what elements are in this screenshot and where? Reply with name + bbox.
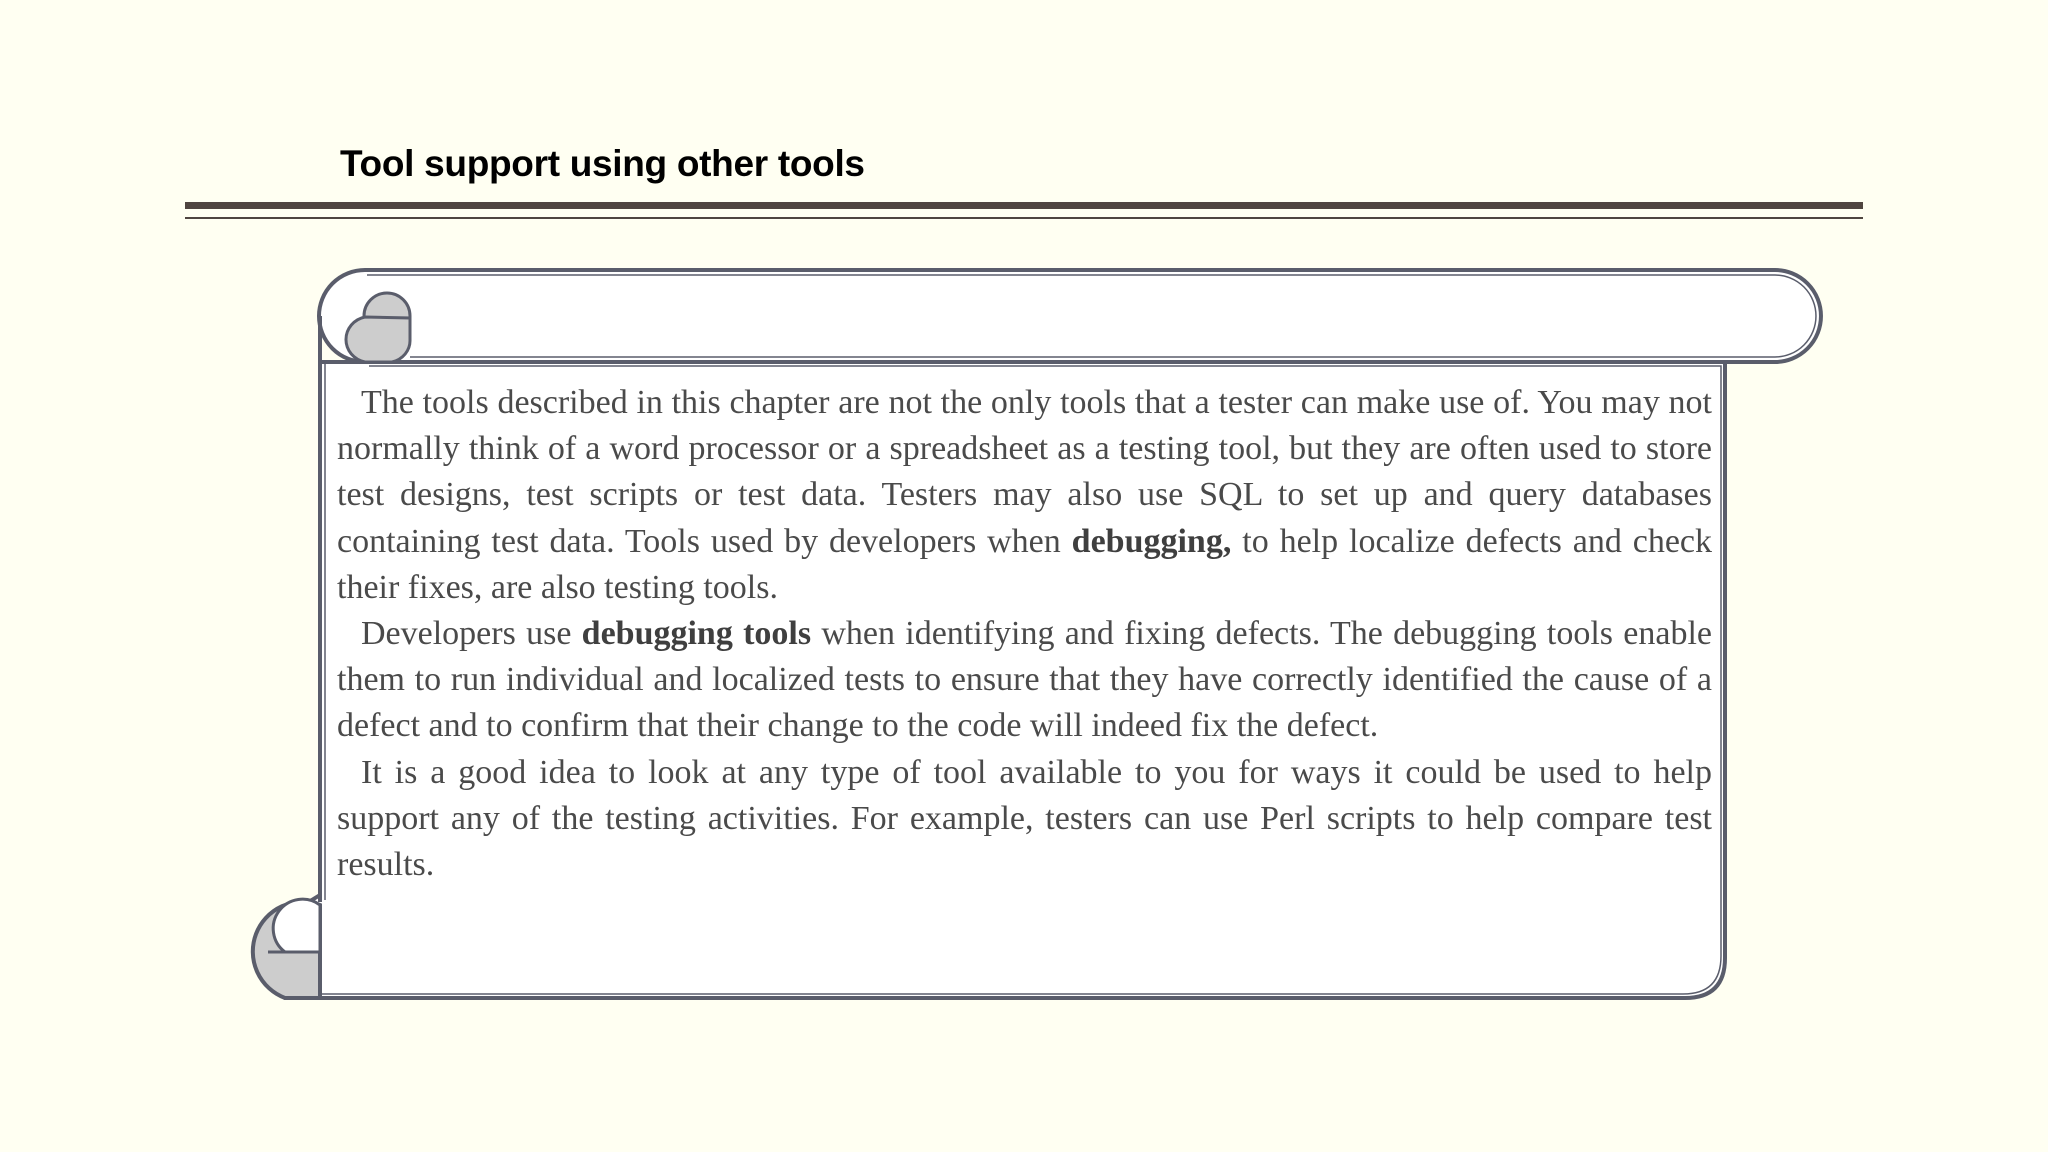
slide-title: Tool support using other tools xyxy=(340,143,865,184)
paragraph-1 xyxy=(337,380,1712,611)
paragraph-2-text-end: when identifying and fixing defects. The debugging tools enable them to run individual and localized tests to ensure that they have correctly identified the cause of a defect and to confirm that their change to the code will indeed fix the defect. xyxy=(337,615,1712,745)
body-text xyxy=(337,380,1712,888)
paragraph-1-bold-term: debugging, xyxy=(1071,522,1232,560)
paragraph-1-text-start: The tools described in this chapter are not the only tools that a tester can make use of. You may not normally think of a word processor or a spreadsheet as a testing tool, but they are often used to store test designs, test scripts or test data. Testers may also use SQL to set up and query databases containing test data. Tools used by developers when xyxy=(337,384,1712,560)
scroll-top-curl-front xyxy=(346,317,410,362)
paragraph-2 xyxy=(337,611,1712,750)
scroll-top-roll xyxy=(319,270,1821,362)
paragraph-1-text-end: to help localize defects and check their fixes, are also testing tools. xyxy=(337,522,1713,606)
paragraph-2-text-start: Developers use xyxy=(361,615,582,653)
paragraph-3: It is a good idea to look at any type of tool available to you for ways it could be used to help support any of the testing activities. For example, testers can use Perl scripts to help compare test results. xyxy=(337,753,1712,884)
paragraph-2-bold-term: debugging tools xyxy=(581,615,812,653)
